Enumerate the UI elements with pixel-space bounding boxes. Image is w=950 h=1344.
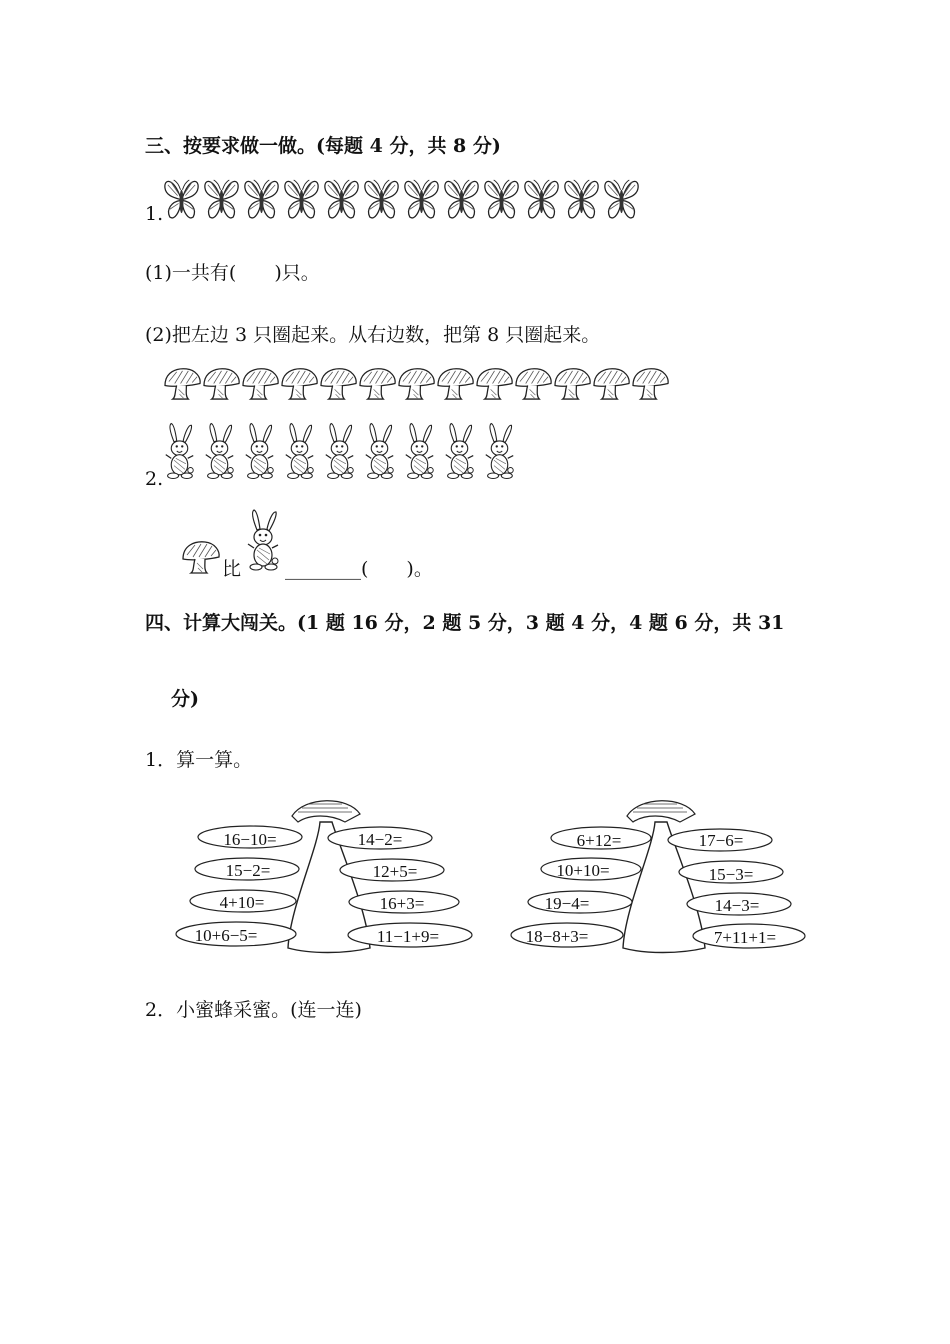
rabbit-row	[163, 419, 516, 483]
equation[interactable]: 11−1+9=	[376, 927, 440, 946]
rabbit-icon	[323, 419, 356, 483]
butterfly-icon	[562, 176, 601, 223]
mushroom-icon	[241, 366, 280, 401]
question-1-part-2: (2)把左边 3 只圈起来。从右边数，把第 8 只圈起来。	[145, 324, 601, 346]
mushroom-icon	[202, 366, 241, 401]
butterfly-icon	[522, 176, 561, 223]
mushroom-icon	[319, 366, 358, 401]
butterfly-row	[162, 176, 641, 223]
equation[interactable]: 10+10=	[556, 861, 610, 880]
equation[interactable]: 14−3=	[714, 896, 760, 915]
equation[interactable]: 7+11+1=	[713, 928, 777, 947]
mushroom-row	[163, 366, 670, 401]
question-2-number: 2.	[145, 468, 164, 490]
equation[interactable]: 4+10=	[219, 893, 265, 912]
equation[interactable]: 16+3=	[379, 894, 425, 913]
equation[interactable]: 15−2=	[225, 861, 271, 880]
mushroom-icon	[397, 366, 436, 401]
butterfly-icon	[362, 176, 401, 223]
question-1-number: 1.	[145, 203, 164, 225]
mushroom-icon	[358, 366, 397, 401]
equation[interactable]: 14−2=	[357, 830, 403, 849]
rabbit-icon	[283, 419, 316, 483]
butterfly-icon	[442, 176, 481, 223]
equation[interactable]: 17−6=	[698, 831, 744, 850]
rabbit-icon	[243, 419, 276, 483]
butterfly-icon	[322, 176, 361, 223]
mushroom-icon	[631, 366, 670, 401]
equation[interactable]: 18−8+3=	[525, 927, 589, 946]
butterfly-icon	[162, 176, 201, 223]
rabbit-icon	[203, 419, 236, 483]
calc-tree-right	[505, 788, 815, 958]
rabbit-icon	[443, 419, 476, 483]
butterfly-icon	[282, 176, 321, 223]
question-1-label: 1．算一算。	[145, 749, 253, 771]
equation[interactable]: 10+6−5=	[194, 926, 258, 945]
section-3-title: 三、按要求做一做。(每题 4 分，共 8 分)	[145, 135, 501, 157]
mushroom-icon	[181, 539, 221, 575]
rabbit-icon	[363, 419, 396, 483]
section-4-title-continued: 分)	[171, 688, 199, 710]
question-1-part-1: (1)一共有( )只。	[145, 262, 320, 284]
compare-word: 比	[222, 558, 242, 580]
mushroom-icon	[592, 366, 631, 401]
mushroom-icon	[475, 366, 514, 401]
mushroom-icon	[436, 366, 475, 401]
question-2-label: 2．小蜜蜂采蜜。(连一连)	[145, 999, 362, 1021]
equation[interactable]: 6+12=	[576, 831, 622, 850]
butterfly-icon	[602, 176, 641, 223]
equation[interactable]: 19−4=	[544, 894, 590, 913]
compare-answer-blank[interactable]: ________( )。	[285, 558, 433, 580]
butterfly-icon	[482, 176, 521, 223]
rabbit-icon	[483, 419, 516, 483]
section-4-title: 四、计算大闯关。(1 题 16 分，2 题 5 分，3 题 4 分，4 题 6 分，共 31	[145, 612, 785, 634]
equation[interactable]: 12+5=	[372, 862, 418, 881]
rabbit-icon	[403, 419, 436, 483]
calc-tree-left	[170, 788, 480, 958]
mushroom-icon	[163, 366, 202, 401]
rabbit-icon	[163, 419, 196, 483]
mushroom-icon	[514, 366, 553, 401]
mushroom-icon	[280, 366, 319, 401]
butterfly-icon	[402, 176, 441, 223]
rabbit-icon	[245, 506, 281, 574]
butterfly-icon	[242, 176, 281, 223]
equation[interactable]: 15−3=	[708, 865, 754, 884]
mushroom-icon	[553, 366, 592, 401]
equation[interactable]: 16−10=	[223, 830, 277, 849]
butterfly-icon	[202, 176, 241, 223]
